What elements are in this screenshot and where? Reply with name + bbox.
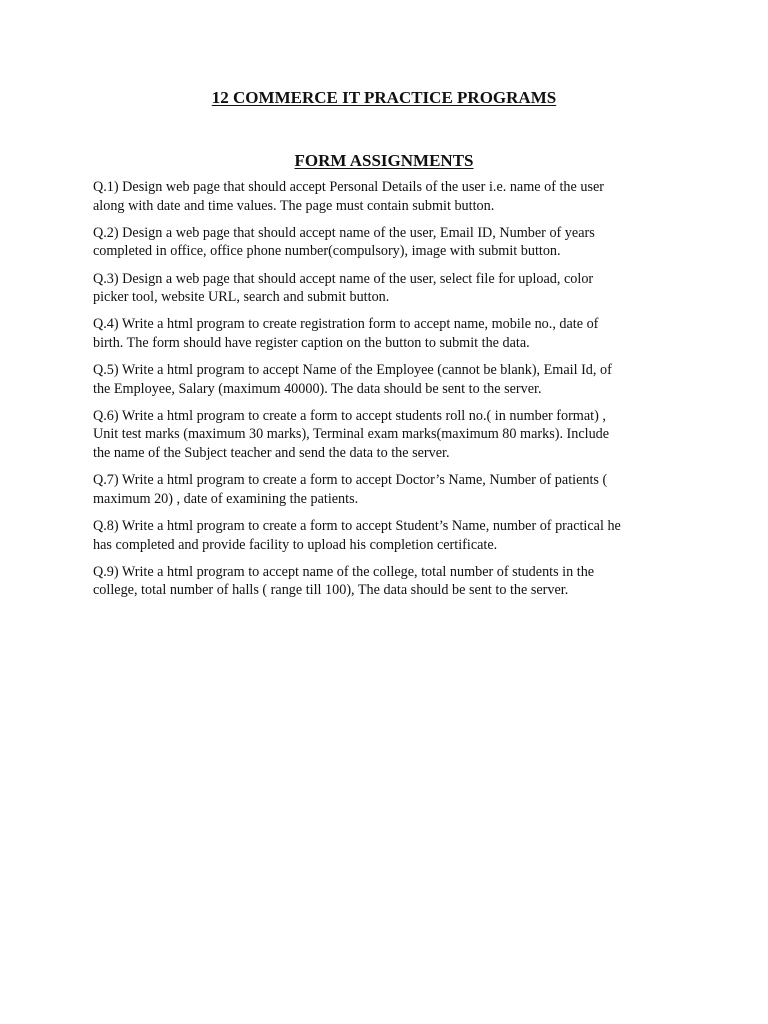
question-6-line-1: Q.6) Write a html program to create a form to accept students roll no.( in number format) , [93, 407, 606, 424]
question-4-line-1: Q.4) Write a html program to create registration form to accept name, mobile no., date of [93, 316, 599, 333]
question-6 [93, 407, 683, 463]
question-7-line-2: maximum 20) , date of examining the patients. [93, 490, 359, 507]
question-5-line-1: Q.5) Write a html program to accept Name of the Employee (cannot be blank), Email Id, of [93, 362, 612, 379]
question-2-line-1: Q.2) Design a web page that should accept name of the user, Email ID, Number of years [93, 224, 595, 241]
question-6-line-2: Unit test marks (maximum 30 marks), Terminal exam marks(maximum 80 marks). Include [93, 426, 610, 443]
question-9 [93, 563, 683, 600]
page-title: 12 COMMERCE IT PRACTICE PROGRAMS [211, 88, 557, 107]
question-5 [93, 361, 683, 398]
question-1-line-2: along with date and time values. The page must contain submit button. [93, 197, 495, 214]
question-1 [93, 178, 683, 215]
question-2 [93, 224, 683, 261]
question-1-line-1: Q.1) Design web page that should accept Personal Details of the user i.e. name of the user [93, 179, 604, 195]
question-3-line-2: picker tool, website URL, search and submit button. [93, 289, 390, 306]
question-9-line-2: college, total number of halls ( range till 100), The data should be sent to the server. [93, 582, 569, 599]
question-4 [93, 315, 683, 352]
section-title: FORM ASSIGNMENTS [294, 151, 474, 170]
question-list [93, 178, 683, 600]
question-8 [93, 517, 683, 554]
question-7 [93, 471, 683, 508]
question-8-line-2: has completed and provide facility to upload his completion certificate. [93, 536, 498, 553]
question-4-line-2: birth. The form should have register caption on the button to submit the data. [93, 334, 530, 351]
question-2-line-2: completed in office, office phone number(compulsory), image with submit button. [93, 243, 561, 260]
question-6-line-3: the name of the Subject teacher and send the data to the server. [93, 444, 450, 461]
question-5-line-2: the Employee, Salary (maximum 40000). The data should be sent to the server. [93, 380, 542, 397]
question-3 [93, 270, 683, 307]
question-7-line-1: Q.7) Write a html program to create a form to accept Doctor’s Name, Number of patients ( [93, 472, 608, 489]
question-3-line-1: Q.3) Design a web page that should accept name of the user, select file for upload, color [93, 270, 594, 287]
question-9-line-1: Q.9) Write a html program to accept name of the college, total number of students in the [93, 563, 595, 580]
question-8-line-1: Q.8) Write a html program to create a form to accept Student’s Name, number of practical he [93, 518, 621, 535]
